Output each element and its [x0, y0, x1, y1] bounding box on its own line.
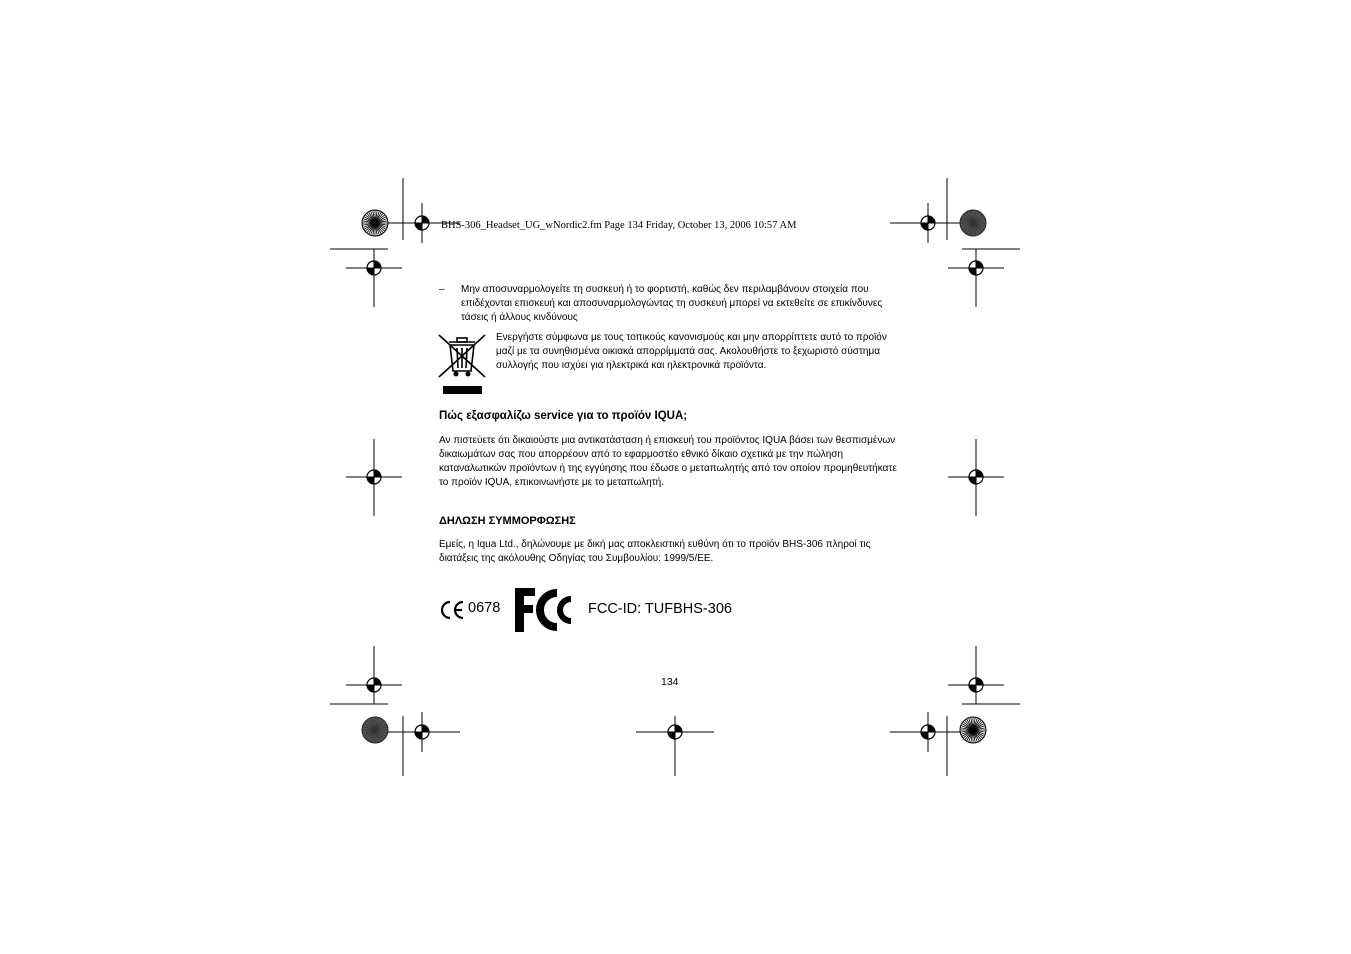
registration-crosshair-icon	[363, 466, 385, 488]
declaration-heading: ΔΗΛΩΣΗ ΣΥΜΜΟΡΦΩΣΗΣ	[439, 515, 576, 527]
registration-starburst-icon	[960, 210, 986, 236]
registration-crosshair-icon	[917, 721, 939, 743]
registration-crosshair-icon	[363, 257, 385, 279]
page-number: 134	[661, 676, 679, 688]
crossed-out-wheelie-bin-icon	[437, 333, 487, 395]
declaration-paragraph: Εμείς, η Iqua Ltd., δηλώνουμε με δική μας αποκλειστική ευθύνη ότι το προϊόν BHS-306 πληροί τις διατάξεις της ακόλουθης Οδηγίας του Συμβουλίου: 1999/5/EE.	[439, 539, 871, 564]
registration-starburst-icon	[960, 717, 986, 743]
bullet-dash: –	[439, 284, 445, 295]
ce-mark-icon	[439, 600, 465, 620]
registration-crosshair-icon	[965, 674, 987, 696]
service-heading: Πώς εξασφαλίζω service για το προϊόν IQUA;	[439, 410, 688, 422]
service-paragraph: Αν πιστεύετε ότι δικαιούστε μια αντικατάσταση ή επισκευή του προϊόντος IQUA βάσει των θεσπισμένων δικαιωμάτων σας που απορρέουν από το εφαρμοστέο εθνικό δίκαιο σχετικά με την πώληση καταναλωτικών προϊόντων ή της εγγύησης που έδωσε ο μεταπωλητής από τον οποίον προμηθευτήκατε το προϊόν IQUA, επικοινωνήστε με το μεταπωλητή.	[439, 435, 897, 488]
registration-starburst-icon	[362, 717, 388, 743]
fcc-id-label: FCC-ID: TUFBHS-306	[588, 601, 732, 617]
registration-starburst-icon	[362, 210, 388, 236]
weee-disposal-text: Ενεργήστε σύμφωνα με τους τοπικούς κανονισμούς και μην απορρίπτετε αυτό το προϊόν μαζί με τα συνηθισμένα οικιακά απορρίμματά σας. Ακολουθήστε το ξεχωριστό σύστημα συλλογής που ισχύει για ηλεκτρικά και ηλεκτρονικά προϊόντα.	[496, 332, 887, 371]
bullet-text: Μην αποσυναρμολογείτε τη συσκευή ή το φορτιστή, καθώς δεν περιλαμβάνουν στοιχεία που επιδέχονται επισκευή και αποσυναρμολογώντας τη συσκευή μπορεί να εκτεθείτε σε επικίνδυνες τάσεις ή άλλους κινδύνους	[461, 284, 883, 323]
registration-crosshair-icon	[965, 466, 987, 488]
fcc-logo-icon	[513, 586, 579, 634]
registration-crosshair-icon	[411, 212, 433, 234]
registration-crosshair-icon	[411, 721, 433, 743]
file-info-header: BHS-306_Headset_UG_wNordic2.fm Page 134 Friday, October 13, 2006 10:57 AM	[441, 220, 797, 231]
registration-crosshair-icon	[965, 257, 987, 279]
notified-body-number: 0678	[468, 600, 501, 616]
registration-crosshair-icon	[363, 674, 385, 696]
registration-crosshair-icon	[917, 212, 939, 234]
registration-crosshair-icon	[664, 721, 686, 743]
